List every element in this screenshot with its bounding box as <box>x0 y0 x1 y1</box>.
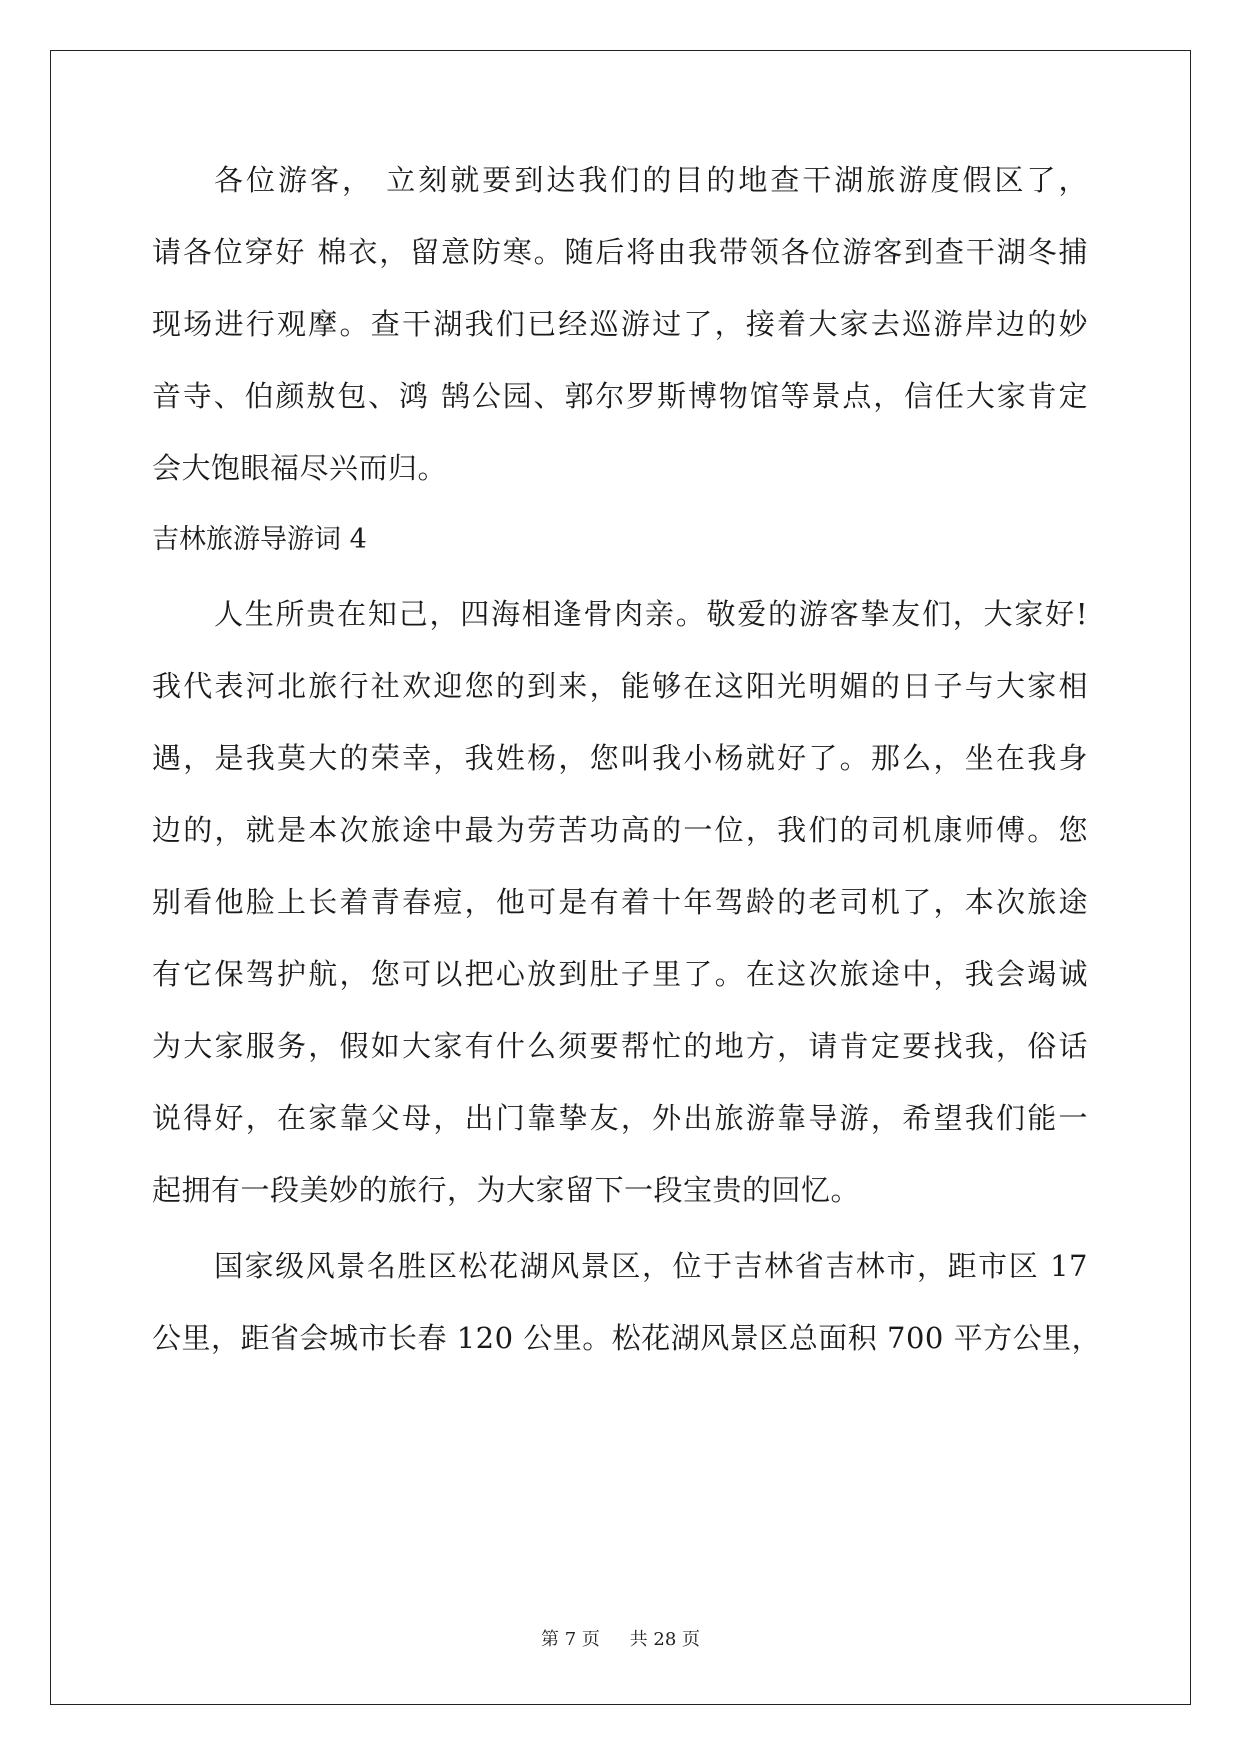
paragraph-2-line-3: 遇，是我莫大的荣幸，我姓杨，您叫我小杨就好了。那么，坐在我身 <box>152 741 1088 775</box>
paragraph-1-line-5: 会大饱眼福尽兴而归。 <box>152 451 448 485</box>
paragraph-1-line-4: 音寺、伯颜敖包、鸿 鹄公园、郭尔罗斯博物馆等景点，信任大家肯定 <box>152 379 1088 413</box>
paragraph-2-line-9: 起拥有一段美妙的旅行，为大家留下一段宝贵的回忆。 <box>152 1173 861 1207</box>
page-footer <box>0 1625 1241 1651</box>
paragraph-3-line-1: 国家级风景名胜区松花湖风景区，位于吉林省吉林市，距市区 17 <box>214 1249 1088 1283</box>
page-border <box>50 50 1191 1705</box>
section-heading: 吉林旅游导游词 4 <box>152 524 367 555</box>
paragraph-2-line-6: 有它保驾护航，您可以把心放到肚子里了。在这次旅途中，我会竭诚 <box>152 957 1088 991</box>
page-total: 共 28 页 <box>629 1629 700 1650</box>
paragraph-2-line-1: 人生所贵在知己，四海相逢骨肉亲。敬爱的游客挚友们，大家好! <box>214 597 1088 631</box>
paragraph-2-line-7: 为大家服务，假如大家有什么须要帮忙的地方，请肯定要找我，俗话 <box>152 1029 1088 1063</box>
paragraph-2-line-4: 边的，就是本次旅途中最为劳苦功高的一位，我们的司机康师傅。您 <box>152 813 1088 847</box>
paragraph-1-line-3: 现场进行观摩。查干湖我们已经巡游过了，接着大家去巡游岸边的妙 <box>152 307 1088 341</box>
paragraph-1-line-2: 请各位穿好 棉衣，留意防寒。随后将由我带领各位游客到查干湖冬捕 <box>152 235 1088 269</box>
paragraph-2-line-8: 说得好，在家靠父母，出门靠挚友，外出旅游靠导游，希望我们能一 <box>152 1101 1088 1135</box>
paragraph-2-line-2: 我代表河北旅行社欢迎您的到来，能够在这阳光明媚的日子与大家相 <box>152 669 1088 703</box>
paragraph-2-line-5: 别看他脸上长着青春痘，他可是有着十年驾龄的老司机了，本次旅途 <box>152 885 1088 919</box>
page-number: 第 7 页 <box>541 1629 600 1650</box>
paragraph-3-line-2: 公里，距省会城市长春 120 公里。松花湖风景区总面积 700 平方公里， <box>152 1321 1102 1355</box>
paragraph-1-line-1: 各位游客， 立刻就要到达我们的目的地查干湖旅游度假区了， <box>214 163 1088 197</box>
